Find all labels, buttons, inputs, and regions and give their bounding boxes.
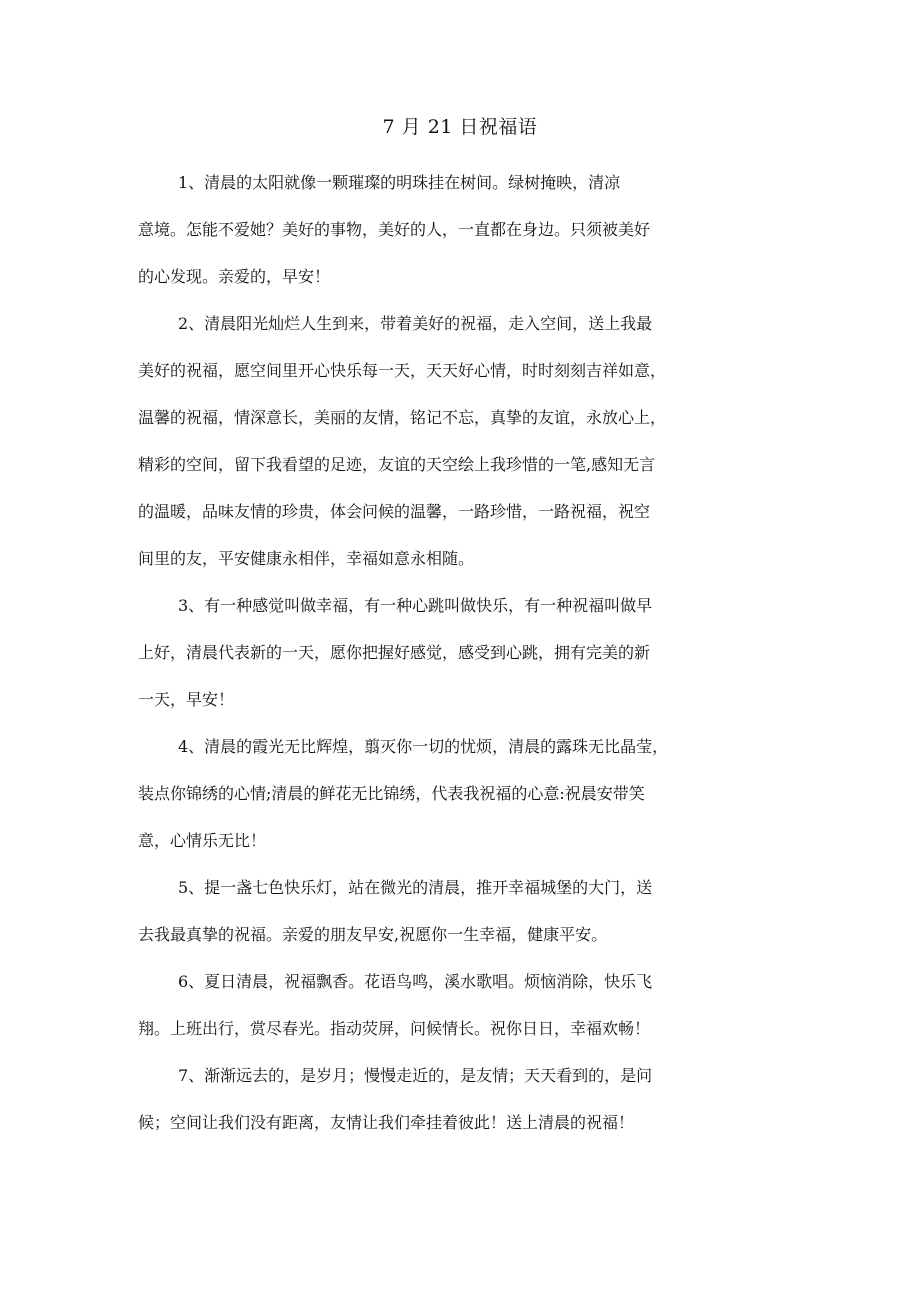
paragraph-line: 3、有一种感觉叫做幸福，有一种心跳叫做快乐，有一种祝福叫做早 bbox=[178, 596, 653, 615]
paragraph-line: 意境。怎能不爱她？美好的事物，美好的人，一直都在身边。只须被美好 bbox=[138, 220, 651, 239]
paragraph-line: 美好的祝福，愿空间里开心快乐每一天，天天好心情，时时刻刻吉祥如意， bbox=[138, 361, 667, 380]
paragraph-line: 的心发现。亲爱的，早安！ bbox=[138, 267, 331, 286]
paragraph bbox=[138, 300, 794, 582]
paragraph-line: 装点你锦绣的心情;清晨的鲜花无比锦绣，代表我祝福的心意:祝晨安带笑 bbox=[138, 784, 645, 803]
paragraph-line: 候；空间让我们没有距离，友情让我们牵挂着彼此！送上清晨的祝福！ bbox=[138, 1113, 635, 1132]
document-title: 7 月 21 日祝福语 bbox=[382, 116, 538, 138]
paragraph-line: 1、清晨的太阳就像一颗璀璨的明珠挂在树间。绿树掩映，清凉 bbox=[178, 173, 621, 192]
document-body bbox=[138, 159, 794, 1146]
paragraph-line: 去我最真挚的祝福。亲爱的朋友早安,祝愿你一生幸福，健康平安。 bbox=[138, 925, 608, 944]
paragraph-line: 上好，清晨代表新的一天，愿你把握好感觉，感受到心跳，拥有完美的新 bbox=[138, 643, 651, 662]
paragraph-line: 一天，早安！ bbox=[138, 690, 235, 709]
paragraph-line: 6、夏日清晨，祝福飘香。花语鸟鸣，溪水歌唱。烦恼消除，快乐飞 bbox=[178, 972, 653, 991]
paragraph bbox=[138, 1052, 794, 1146]
paragraph-line: 意，心情乐无比！ bbox=[138, 831, 267, 850]
paragraph-line: 7、渐渐远去的，是岁月；慢慢走近的，是友情；天天看到的，是问 bbox=[178, 1066, 653, 1085]
paragraph-line: 5、提一盏七色快乐灯，站在微光的清晨，推开幸福城堡的大门，送 bbox=[178, 878, 653, 897]
paragraph bbox=[138, 864, 794, 958]
paragraph-line: 温馨的祝福，情深意长，美丽的友情，铭记不忘，真挚的友谊，永放心上， bbox=[138, 408, 667, 427]
paragraph-line: 的温暖，品味友情的珍贵，体会问候的温馨，一路珍惜，一路祝福，祝空 bbox=[138, 502, 651, 521]
paragraph-line: 2、清晨阳光灿烂人生到来，带着美好的祝福，走入空间，送上我最 bbox=[178, 314, 653, 333]
paragraph bbox=[138, 582, 794, 723]
paragraph-line: 4、清晨的霞光无比辉煌，翦灭你一切的忧烦，清晨的露珠无比晶莹， bbox=[178, 737, 669, 756]
paragraph bbox=[138, 723, 794, 864]
paragraph bbox=[138, 958, 794, 1052]
paragraph-line: 翔。上班出行，赏尽春光。指动荧屏，问候情长。祝你日日，幸福欢畅！ bbox=[138, 1019, 651, 1038]
paragraph-line: 间里的友，平安健康永相伴，幸福如意永相随。 bbox=[138, 549, 475, 568]
paragraph-line: 精彩的空间，留下我看望的足迹，友谊的天空绘上我珍惜的一笔,感知无言 bbox=[138, 455, 656, 474]
paragraph bbox=[138, 159, 794, 300]
